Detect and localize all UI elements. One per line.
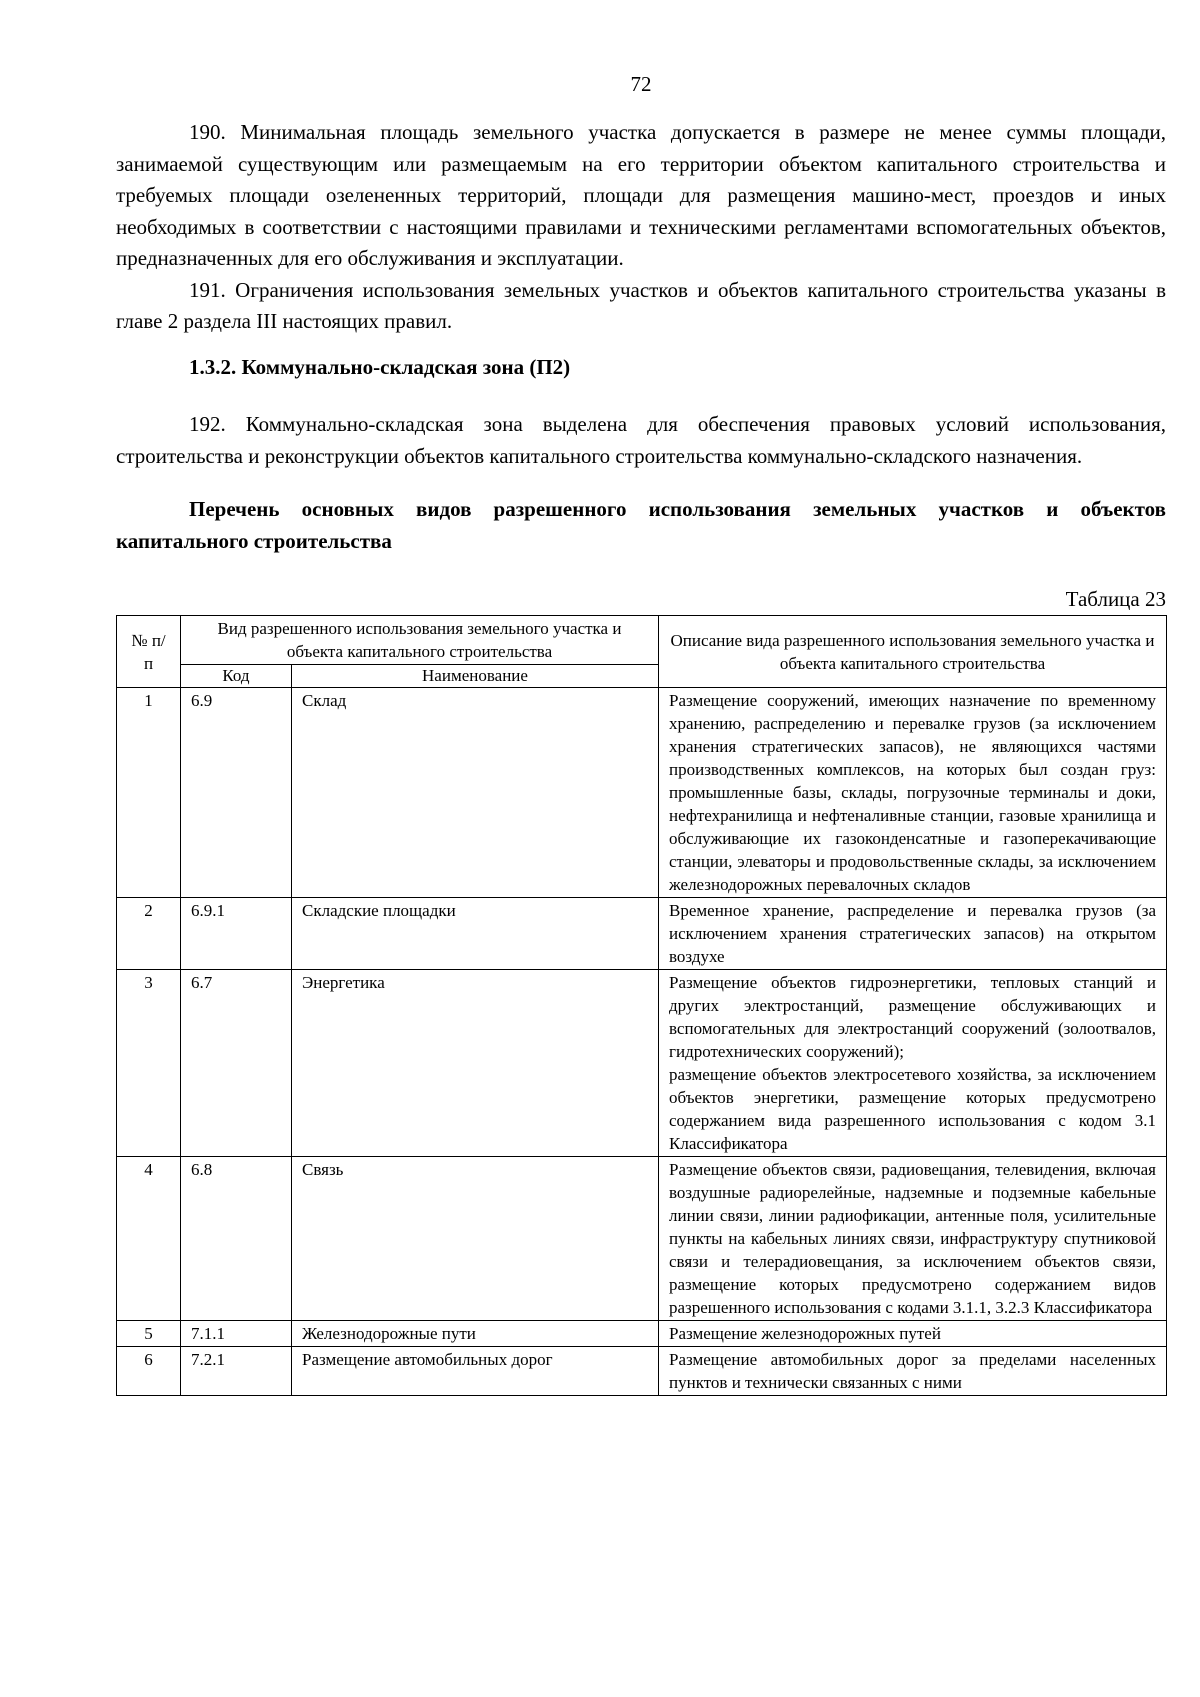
cell-desc: Размещение объектов гидроэнергетики, тепловых станций и других электростанций, размещение обслуживающих и вспомогательных для электростанций сооружений (золоотвалов, гидротехнических сооружений); размещение объектов электросетевого хозяйства, за исключением объектов энергетики, размещение которых предусмотрено содержанием вида разрешенного использования с кодом 3.1 Классификатора	[659, 970, 1167, 1157]
header-num: № п/п	[117, 616, 181, 688]
table-row	[117, 1347, 1167, 1396]
table-row	[117, 1157, 1167, 1321]
cell-num: 4	[117, 1157, 181, 1321]
cell-code: 6.8	[181, 1157, 292, 1321]
table-row	[117, 688, 1167, 898]
cell-desc: Размещение сооружений, имеющих назначение по временному хранению, распределению и перевалке грузов (за исключением хранения стратегических запасов), не являющихся частями производственных комплексов, на которых был создан груз: промышленные базы, склады, погрузочные терминалы и доки, нефтехранилища и нефтеналивные станции, газовые хранилища и обслуживающие их газоконденсатные и газоперекачивающие станции, элеваторы и продовольственные склады, за исключением железнодорожных перевалочных складов	[659, 688, 1167, 898]
table-caption: Таблица 23	[1065, 587, 1166, 611]
cell-code: 6.9.1	[181, 898, 292, 970]
cell-name: Склад	[292, 688, 659, 898]
page-content	[116, 117, 1166, 1396]
cell-desc: Временное хранение, распределение и перевалка грузов (за исключением хранения стратегических запасов) на открытом воздухе	[659, 898, 1167, 970]
cell-code: 7.1.1	[181, 1321, 292, 1347]
cell-num: 2	[117, 898, 181, 970]
paragraph-191: 191. Ограничения использования земельных участков и объектов капитального строительства указаны в главе 2 раздела III настоящих правил.	[116, 277, 1166, 333]
cell-name: Складские площадки	[292, 898, 659, 970]
cell-desc: Размещение железнодорожных путей	[659, 1321, 1167, 1347]
page-number: 72	[630, 72, 652, 96]
land-use-table	[116, 615, 1167, 1396]
paragraph-190: 190. Минимальная площадь земельного участка допускается в размере не менее суммы площади, занимаемой существующим или размещаемым на его территории объектом капитального строительства и требуемых площади озелененных территорий, площади для размещения машино-мест, проездов и иных необходимых в соответствии с настоящими правилами и техническими регламентами вспомогательных объектов, предназначенных для его обслуживания и эксплуатации.	[116, 120, 1166, 270]
table-row	[117, 970, 1167, 1157]
cell-name: Энергетика	[292, 970, 659, 1157]
cell-desc: Размещение автомобильных дорог за пределами населенных пунктов и технически связанных с ними	[659, 1347, 1167, 1396]
cell-num: 6	[117, 1347, 181, 1396]
paragraph-192: 192. Коммунально-складская зона выделена для обеспечения правовых условий использования, строительства и реконструкции объектов капитального строительства коммунально-складского назначения.	[116, 412, 1166, 468]
cell-name: Связь	[292, 1157, 659, 1321]
header-desc: Описание вида разрешенного использования земельного участка и объекта капитального строительства	[659, 616, 1167, 688]
table-row	[117, 898, 1167, 970]
cell-name: Железнодорожные пути	[292, 1321, 659, 1347]
cell-code: 6.9	[181, 688, 292, 898]
cell-code: 7.2.1	[181, 1347, 292, 1396]
header-code: Код	[181, 665, 292, 688]
cell-desc: Размещение объектов связи, радиовещания, телевидения, включая воздушные радиорелейные, надземные и подземные кабельные линии связи, линии радиофикации, антенные поля, усилительные пункты на кабельных линиях связи, инфраструктуру спутниковой связи и телерадиовещания, за исключением объектов связи, размещение которых предусмотрено содержанием видов разрешенного использования с кодами 3.1.1, 3.2.3 Классификатора	[659, 1157, 1167, 1321]
section-heading: 1.3.2. Коммунально-складская зона (П2)	[189, 354, 571, 379]
cell-num: 1	[117, 688, 181, 898]
table-row	[117, 1321, 1167, 1347]
cell-num: 5	[117, 1321, 181, 1347]
cell-code: 6.7	[181, 970, 292, 1157]
header-group: Вид разрешенного использования земельного участка и объекта капитального строительства	[181, 616, 659, 665]
cell-num: 3	[117, 970, 181, 1157]
header-name: Наименование	[292, 665, 659, 688]
cell-name: Размещение автомобильных дорог	[292, 1347, 659, 1396]
list-heading: Перечень основных видов разрешенного использования земельных участков и объектов капитального строительства	[116, 497, 1166, 553]
